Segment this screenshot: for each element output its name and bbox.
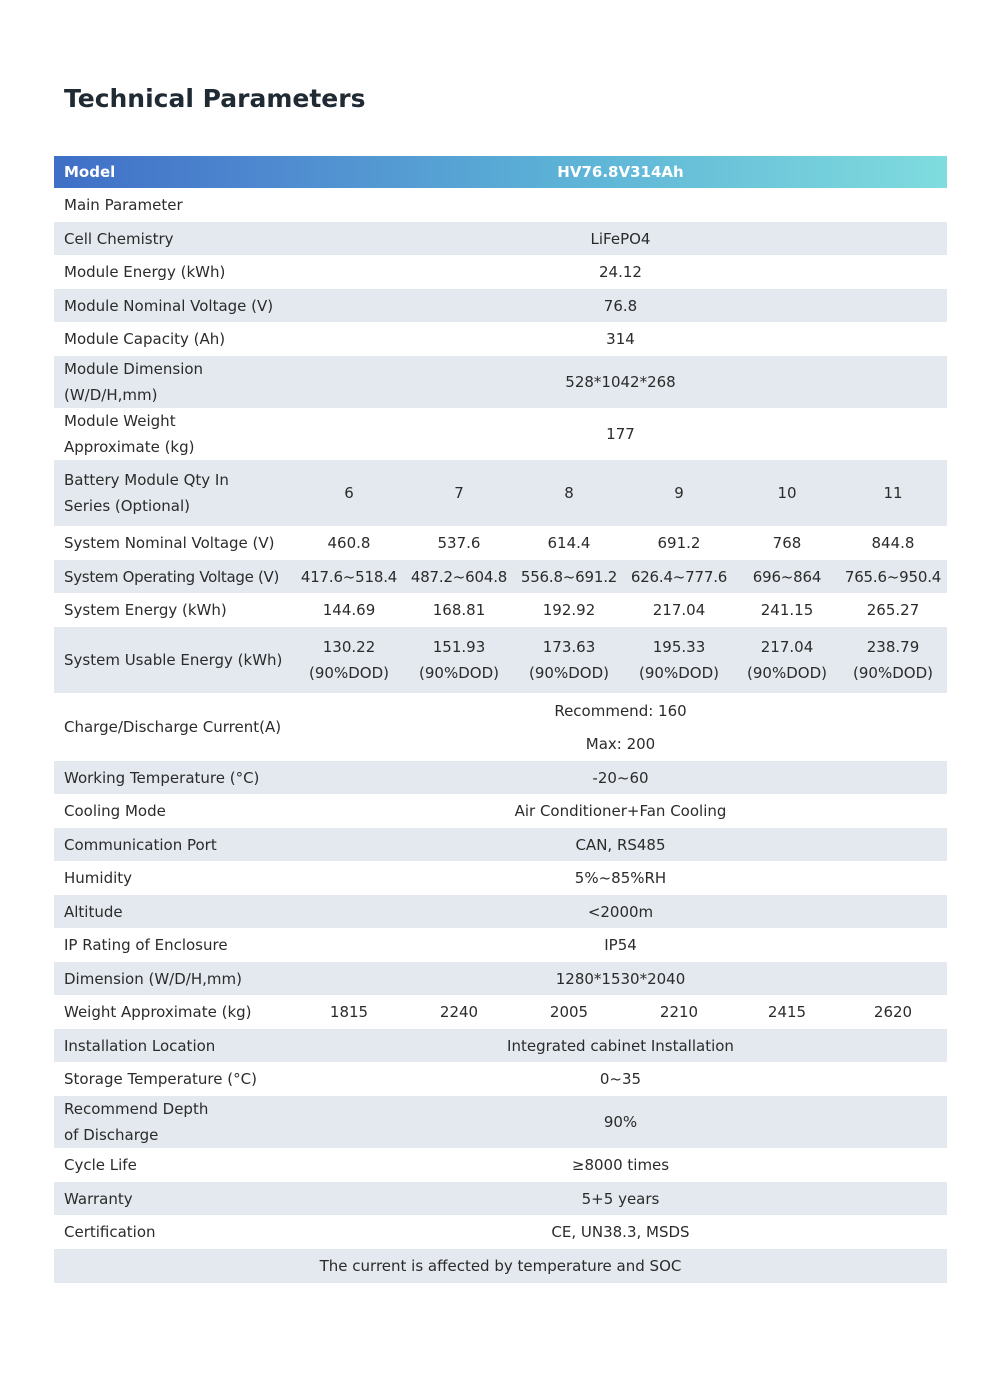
table-row (54, 895, 947, 928)
row-cell: 2240 (439, 1003, 479, 1021)
row-cells (294, 480, 947, 506)
row-label (54, 408, 294, 460)
cell-sub: (90%DOD) (853, 664, 933, 682)
row-label: System Energy (kWh) (64, 601, 227, 619)
table-row (54, 593, 947, 627)
table-row (54, 1148, 947, 1182)
row-label: Module Nominal Voltage (V) (64, 296, 274, 315)
row-cell: 460.8 (327, 534, 371, 552)
table-row (54, 828, 947, 861)
cell-sub: (90%DOD) (639, 664, 719, 682)
row-value: 76.8 (603, 296, 638, 315)
page-title: Technical Parameters (64, 84, 366, 113)
row-label-line: Battery Module Qty In (64, 471, 229, 489)
row-value: 314 (606, 330, 635, 348)
row-label: Installation Location (64, 1036, 216, 1055)
row-value-line: Max: 200 (585, 734, 656, 753)
row-cell (840, 634, 946, 686)
row-cell: 768 (772, 534, 802, 552)
row-cell: 11 (883, 484, 903, 502)
model-value: HV76.8V314Ah (557, 163, 684, 181)
row-cell: 417.6~518.4 (300, 567, 398, 586)
row-cell: 217.04 (652, 601, 706, 619)
table-row (54, 1062, 947, 1096)
row-value: 1280*1530*2040 (555, 969, 686, 988)
table-row (54, 408, 947, 460)
row-cell (404, 634, 514, 686)
row-value: CE, UN38.3, MSDS (551, 1223, 690, 1241)
row-cell: 2415 (767, 1003, 807, 1021)
table-footnote-row (54, 1249, 947, 1283)
row-cell: 241.15 (760, 601, 814, 619)
table-row (54, 794, 947, 828)
row-cell: 691.2 (657, 534, 701, 552)
row-cell: 2620 (873, 1003, 913, 1021)
row-value (294, 698, 947, 757)
row-cell: 168.81 (432, 601, 486, 619)
row-label: IP Rating of Enclosure (64, 936, 228, 954)
row-label: Module Energy (kWh) (64, 263, 226, 281)
row-label: Working Temperature (°C) (64, 768, 260, 787)
row-label: System Nominal Voltage (V) (64, 534, 275, 552)
row-label-line: of Discharge (64, 1126, 159, 1144)
row-value: 5%~85%RH (574, 869, 667, 887)
row-value: 528*1042*268 (565, 373, 676, 391)
row-cell (294, 634, 404, 686)
cell-value: 151.93 (432, 638, 486, 656)
row-cell: 144.69 (322, 601, 376, 619)
row-value: 177 (606, 425, 635, 443)
cell-value: 217.04 (760, 638, 814, 656)
table-row (54, 188, 947, 222)
row-cell: 192.92 (542, 601, 596, 619)
row-label: Weight Approximate (kg) (64, 1003, 252, 1021)
row-label: Warranty (64, 1189, 133, 1208)
row-label (54, 467, 294, 519)
row-cell (514, 634, 624, 686)
row-label-line: Recommend Depth (64, 1100, 209, 1118)
row-cells (294, 597, 947, 623)
row-label-line: (W/D/H,mm) (64, 386, 158, 404)
row-label: Charge/Discharge Current(A) (64, 718, 282, 736)
row-cell: 8 (564, 484, 574, 502)
model-label: Model (64, 163, 116, 181)
row-cell: 265.27 (866, 601, 920, 619)
row-value-line: Recommend: 160 (554, 701, 687, 720)
cell-sub: (90%DOD) (309, 664, 389, 682)
table-header-row (54, 156, 947, 188)
row-label-line: Module Weight (64, 412, 176, 430)
row-cell: 6 (344, 484, 354, 502)
row-cells (294, 634, 947, 686)
row-label: Cell Chemistry (64, 229, 174, 248)
row-label: Dimension (W/D/H,mm) (64, 969, 242, 988)
row-value: Air Conditioner+Fan Cooling (514, 802, 727, 820)
row-value: CAN, RS485 (575, 835, 666, 854)
row-cell: 556.8~691.2 (520, 567, 618, 586)
table-row (54, 289, 947, 322)
table-row (54, 460, 947, 526)
row-label-line: Series (Optional) (64, 497, 191, 515)
row-cell: 844.8 (871, 534, 915, 552)
row-value: IP54 (604, 936, 637, 954)
row-label: Cycle Life (64, 1156, 137, 1174)
table-row (54, 1215, 947, 1249)
row-label: System Usable Energy (kWh) (64, 651, 283, 669)
table-row (54, 1182, 947, 1215)
cell-value: 238.79 (866, 638, 920, 656)
table-row (54, 560, 947, 593)
cell-value: 130.22 (322, 638, 376, 656)
row-cell: 7 (454, 484, 464, 502)
row-value: -20~60 (592, 768, 649, 787)
table-row (54, 861, 947, 895)
table-footnote: The current is affected by temperature and SOC (319, 1257, 682, 1275)
row-cell (734, 634, 840, 686)
row-cell: 10 (777, 484, 797, 502)
row-label: Certification (64, 1223, 156, 1241)
table-row (54, 1029, 947, 1062)
cell-sub: (90%DOD) (419, 664, 499, 682)
table-row (54, 693, 947, 761)
table-row (54, 962, 947, 995)
table-row (54, 255, 947, 289)
table-row (54, 928, 947, 962)
row-value: 5+5 years (581, 1189, 660, 1208)
row-label: Storage Temperature (°C) (64, 1070, 257, 1088)
table-row (54, 526, 947, 560)
row-label (54, 1096, 294, 1148)
cell-sub: (90%DOD) (529, 664, 609, 682)
row-cell: 2005 (549, 1003, 589, 1021)
table-row (54, 222, 947, 255)
row-cell: 696~864 (752, 567, 822, 586)
table-row (54, 1096, 947, 1148)
table-row (54, 761, 947, 794)
table-row (54, 627, 947, 693)
row-cell (624, 634, 734, 686)
row-cells (294, 999, 947, 1025)
row-label: Main Parameter (64, 196, 183, 214)
row-label: Cooling Mode (64, 802, 166, 820)
row-label: Communication Port (64, 835, 217, 854)
row-value: ≥8000 times (571, 1156, 670, 1174)
table-row (54, 322, 947, 356)
technical-parameters-table (54, 156, 947, 1283)
row-value: LiFePO4 (590, 229, 651, 248)
cell-value: 195.33 (652, 638, 706, 656)
row-cell: 765.6~950.4 (844, 567, 942, 586)
row-value: 90% (603, 1113, 638, 1131)
row-cell: 537.6 (437, 534, 481, 552)
cell-value: 173.63 (542, 638, 596, 656)
row-cell: 2210 (659, 1003, 699, 1021)
row-label: Module Capacity (Ah) (64, 330, 226, 348)
row-cell: 1815 (329, 1003, 369, 1021)
cell-sub: (90%DOD) (747, 664, 827, 682)
row-label: Altitude (64, 902, 123, 921)
row-label-line: Module Dimension (64, 360, 204, 378)
row-cells (294, 564, 947, 590)
row-value: 24.12 (599, 263, 642, 281)
row-label-line: Approximate (kg) (64, 438, 195, 456)
row-cells (294, 530, 947, 556)
row-label: System Operating Voltage (V) (64, 567, 280, 586)
row-value: Integrated cabinet Installation (507, 1036, 734, 1055)
row-cell: 9 (674, 484, 684, 502)
table-row (54, 356, 947, 408)
row-cell: 614.4 (547, 534, 591, 552)
row-value: <2000m (587, 902, 654, 921)
row-label: Humidity (64, 869, 133, 887)
row-cell: 487.2~604.8 (410, 567, 508, 586)
row-value: 0~35 (599, 1070, 642, 1088)
table-row (54, 995, 947, 1029)
row-cell: 626.4~777.6 (630, 567, 728, 586)
row-label (54, 356, 294, 408)
